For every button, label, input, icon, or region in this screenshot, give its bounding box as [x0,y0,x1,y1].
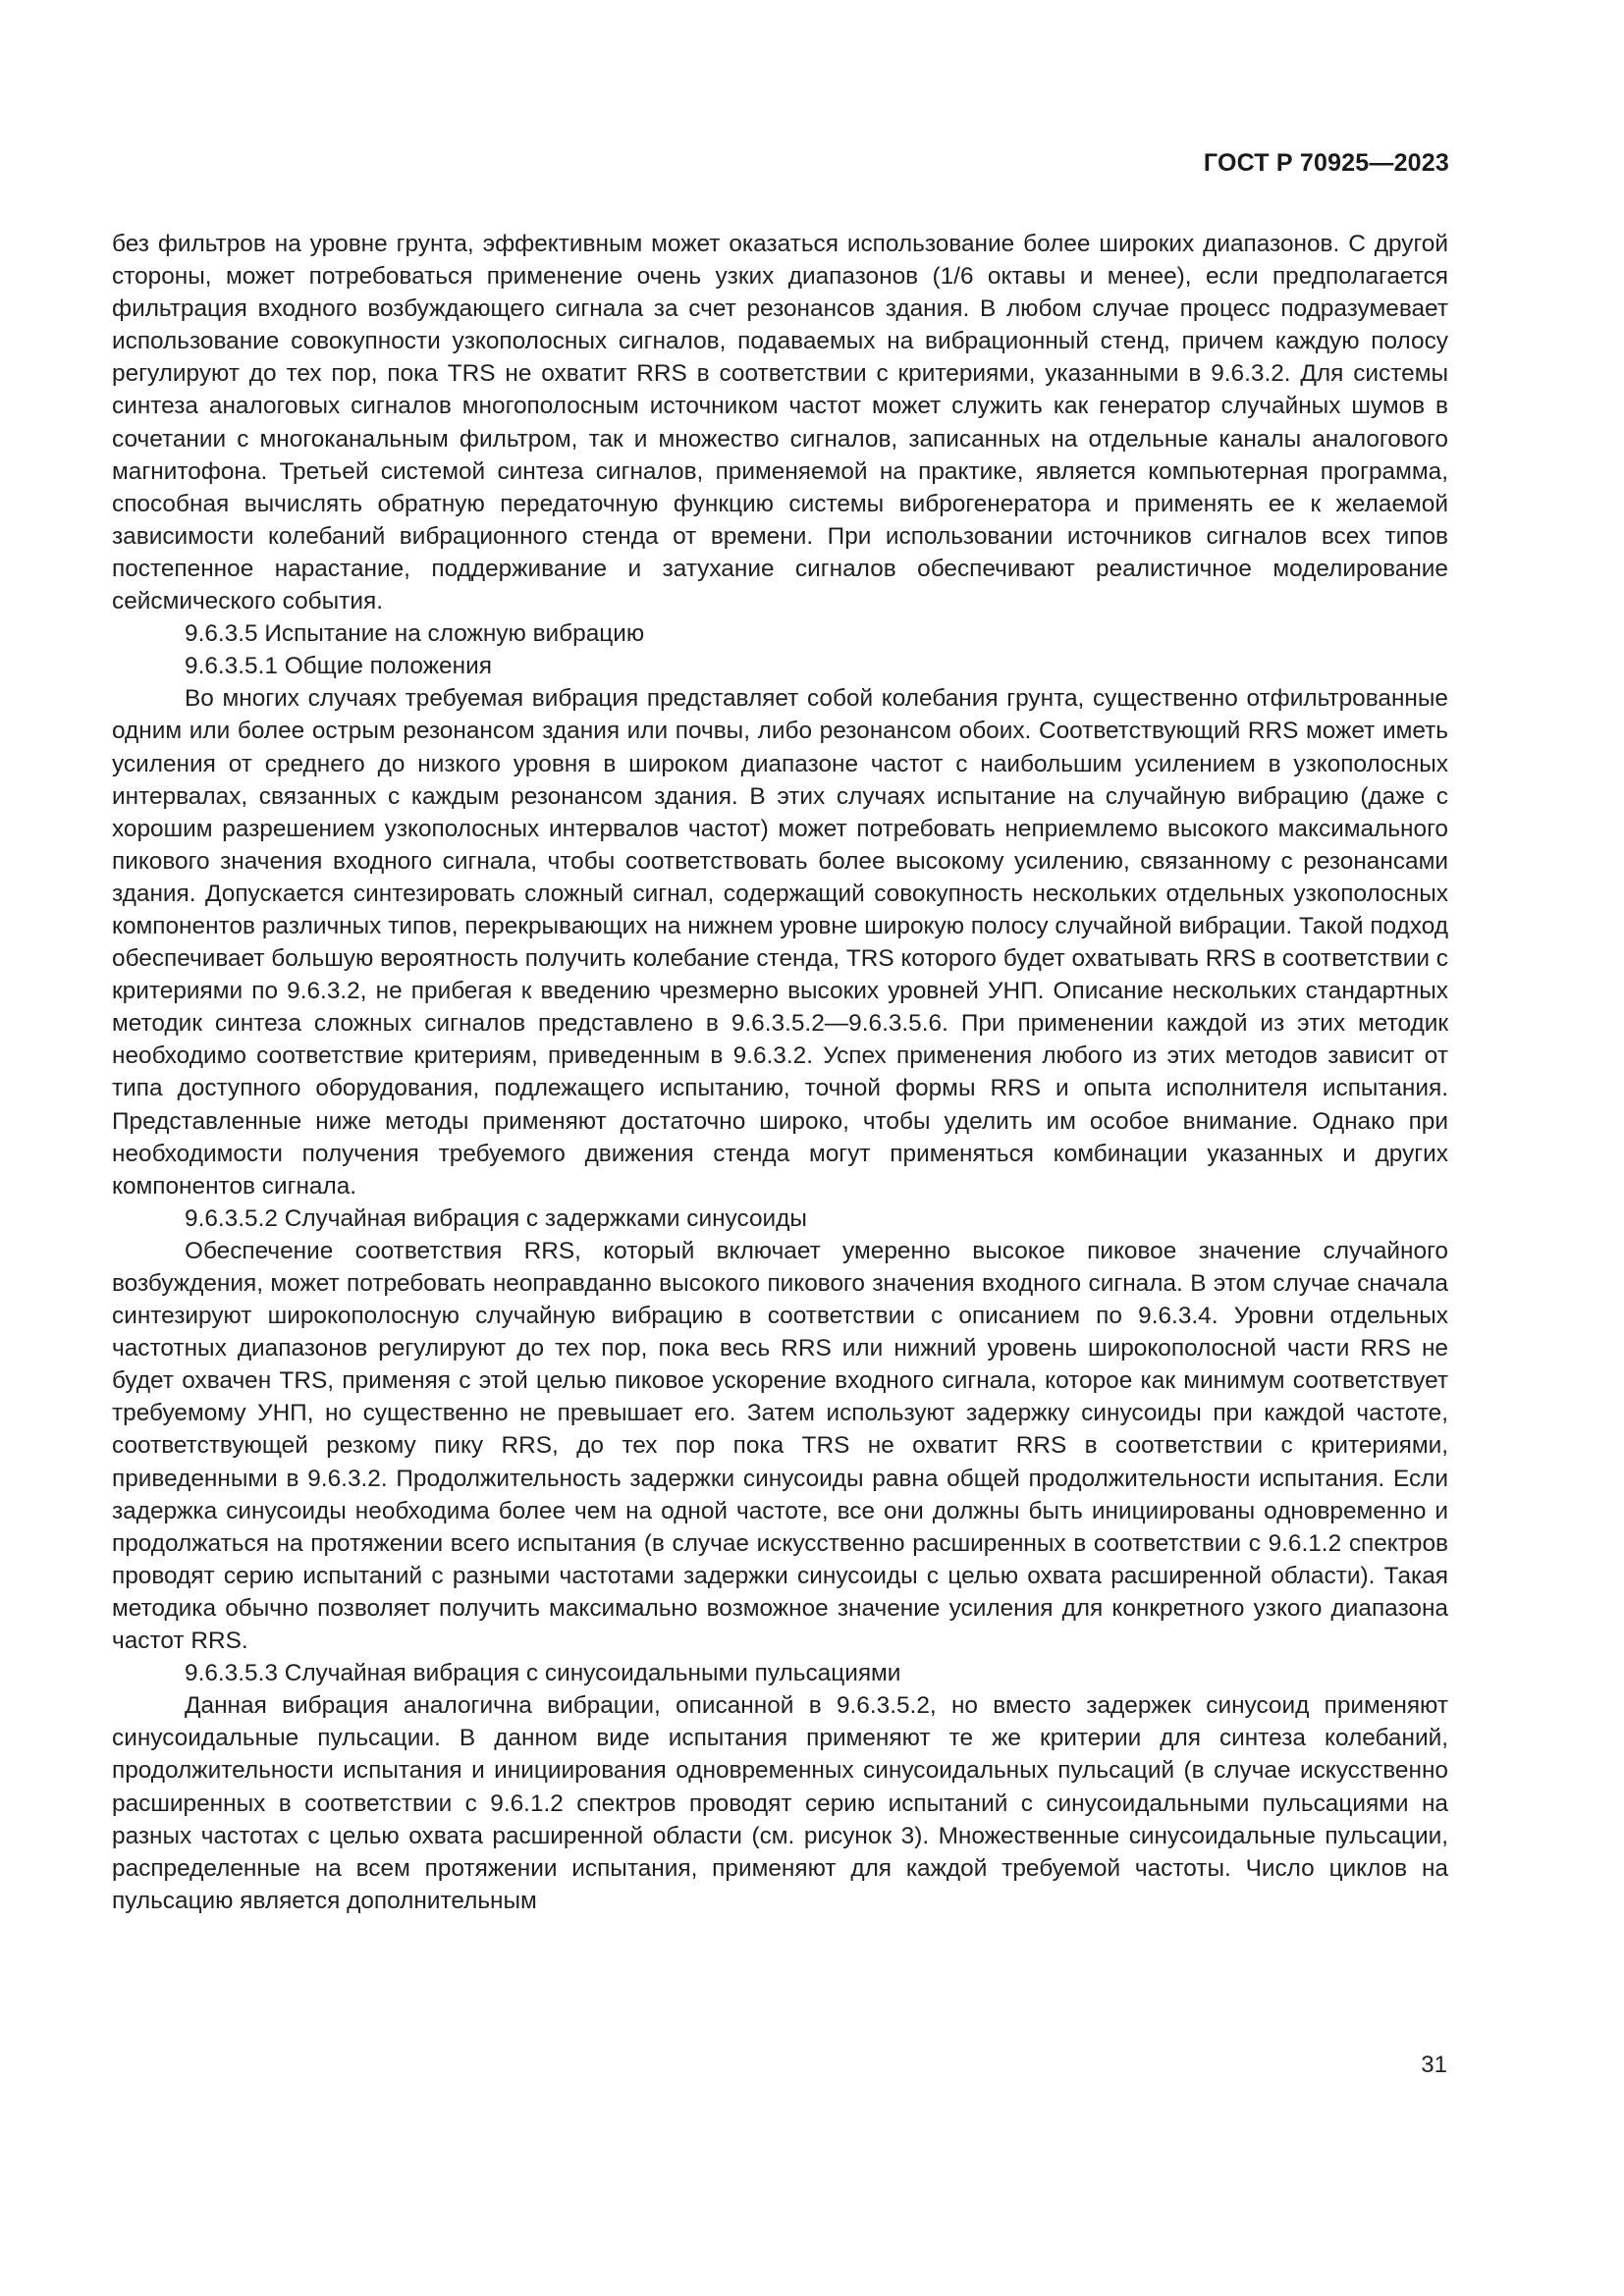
section-heading-9-6-3-5-1: 9.6.3.5.1 Общие положения [185,653,492,680]
paragraph-sine-beats: Данная вибрация аналогична вибрации, описанной в 9.6.3.5.2, но вместо задержек синусоид применяют синусоидальные пульсации. В данном виде испытания применяют те же критерии для синтеза колебаний, продолжительности испытания и инициирования одновременных синусоидальных пульсаций (в случае искусственно расширенных в соответствии с 9.6.1.2 спектров проводят серию испытаний с синусоидальными пульсациями на разных частотах с целью охвата расширенной области (см. рисунок 3). Множественные синусоидальные пульсации, распределенные на всем протяжении испытания, применяют для каждой требуемой частоты. Число циклов на пульсацию является дополнительным [112,1692,1448,1914]
paragraph-sine-dwell: Обеспечение соответствия RRS, который включает умеренно высокое пиковое значение случайного возбуждения, может потребовать неоправданно высокого пикового значения входного сигнала. В этом случае сначала синтезируют широкополосную случайную вибрацию в соответствии с описанием по 9.6.3.4. Уровни отдельных частотных диапазонов регулируют до тех пор, пока весь RRS или нижний уровень широкополосной части RRS не будет охвачен TRS, применяя с этой целью пиковое ускорение входного сигнала, которое как минимум соответствует требуемому УНП, но существенно не превышает его. Затем используют задержку синусоиды при каждой частоте, соответствующей резкому пику RRS, до тех пор пока TRS не охватит RRS в соответствии с критериями, приведенными в 9.6.3.2. Продолжительность задержки синусоиды равна общей продолжительности испытания. Если задержка синусоиды необходима более чем на одной частоте, все они должны быть инициированы одновременно и продолжаться на протяжении всего испытания (в случае искусственно расширенных в соответствии с 9.6.1.2 спектров проводят серию испытаний с разными частотами задержки синусоиды с целью охвата расширенной области). Такая методика обычно позволяет получить максимально возможное значение усиления для конкретного узкого диапазона частот RRS. [112,1237,1448,1655]
paragraph-continuation: без фильтров на уровне грунта, эффективным может оказаться использование более широких диапазонов. С другой стороны, может потребоваться применение очень узких диапазонов (1/6 октавы и менее), если предполагается фильтрация входного возбуждающего сигнала за счет резонансов здания. В любом случае процесс подразумевает использование совокупности узкополосных сигналов, подаваемых на вибрационный стенд, причем каждую полосу регулируют до тех пор, пока TRS не охватит RRS в соответствии с критериями, указанными в 9.6.3.2. Для системы синтеза аналоговых сигналов многополосным источником частот может служить как генератор случайных шумов в сочетании с многоканальным фильтром, так и множество сигналов, записанных на отдельные каналы аналогового магнитофона. Третьей системой синтеза сигналов, применяемой на практике, является компьютерная программа, способная вычислять обратную передаточную функцию системы виброгенератора и применять ее к желаемой зависимости колебаний вибрационного стенда от времени. При использовании источников сигналов всех типов постепенное нарастание, поддерживание и затухание сигналов обеспечивают реалистичное моделирование сейсмического события. [112,231,1448,615]
document-designation: ГОСТ Р 70925—2023 [1203,149,1449,177]
body-text [112,228,1448,1917]
section-heading-9-6-3-5-3: 9.6.3.5.3 Случайная вибрация с синусоидальными пульсациями [185,1660,901,1687]
page-number: 31 [1421,2052,1447,2078]
paragraph-general-provisions: Во многих случаях требуемая вибрация представляет собой колебания грунта, существенно отфильтрованные одним или более острым резонансом здания или почвы, либо резонансом обоих. Соответствующий RRS может иметь усиления от среднего до низкого уровня в широком диапазоне частот с наибольшим усилением в узкополосных интервалах, связанных с каждым резонансом здания. В этих случаях испытание на случайную вибрацию (даже с хорошим разрешением узкополосных интервалов частот) может потребовать неприемлемо высокого максимального пикового значения входного сигнала, чтобы соответствовать более высокому усилению, связанному с резонансами здания. Допускается синтезировать сложный сигнал, содержащий совокупность нескольких отдельных узкополосных компонентов различных типов, перекрывающих на нижнем уровне широкую полосу случайной вибрации. Такой подход обеспечивает большую вероятность получить колебание стенда, TRS которого будет охватывать RRS в соответствии с критериями по 9.6.3.2, не прибегая к введению чрезмерно высоких уровней УНП. Описание нескольких стандартных методик синтеза сложных сигналов представлено в 9.6.3.5.2—9.6.3.5.6. При применении каждой из этих методик необходимо соответствие критериям, приведенным в 9.6.3.2. Успех применения любого из этих методов зависит от типа доступного оборудования, подлежащего испытанию, точной формы RRS и опыта исполнителя испытания. Представленные ниже методы применяют достаточно широко, чтобы уделить им особое внимание. Однако при необходимости получения требуемого движения стенда могут применяться комбинации указанных и других компонентов сигнала. [112,685,1448,1200]
section-heading-9-6-3-5-2: 9.6.3.5.2 Случайная вибрация с задержками синусоиды [185,1204,807,1232]
section-heading-9-6-3-5: 9.6.3.5 Испытание на сложную вибрацию [185,620,645,648]
